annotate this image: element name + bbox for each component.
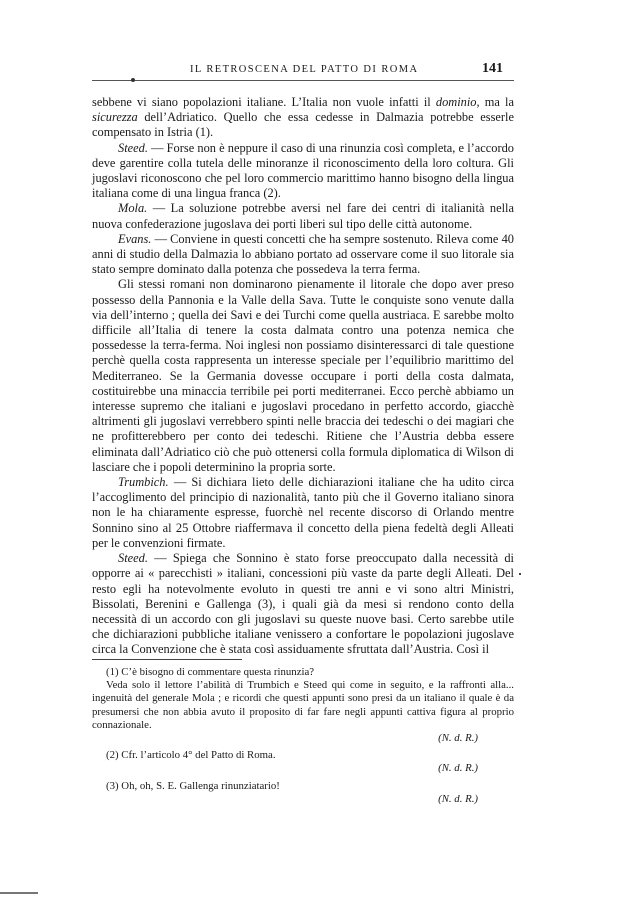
editor-signature: (N. d. R.)	[438, 732, 478, 745]
speaker-name: Steed.	[118, 140, 148, 155]
paragraph-evans: Evans. — Conviene in questi concetti che ha sempre sostenuto. Rileva come 40 anni di studio della Dalmazia lo abbiano portato ad osservare come il suo litorale sia stato sempre dominato dalla potenza che possedeva la terra ferma.	[92, 231, 514, 277]
speaker-name: Steed.	[118, 551, 148, 566]
editor-signature: (N. d. R.)	[438, 792, 478, 805]
footnote-rule	[92, 659, 242, 660]
footnote-3: (3) Oh, oh, S. E. Gallenga rinunziatario!	[106, 779, 280, 792]
paragraph-mola: Mola. — La soluzione potrebbe aversi nel fare dei centri di italianità nella nuova confederazione jugoslava dei porti liberi sul tipo delle città autonome.	[92, 201, 514, 231]
paragraph-steed: Steed. — Forse non è neppure il caso di una rinunzia così completa, e l’accordo deve garentire colla tutela delle minoranze il riconoscimento della loro coltura. Gli jugoslavi riconoscono che pel loro commercio marittimo hanno bisogno della lingua italiana come di una lingua franca (2).	[92, 140, 514, 201]
paragraph-steed: Steed. — Spiega che Sonnino è stato forse preoccupato dalla necessità di opporre ai « parecchisti » italiani, concessioni più vaste da parte degli Alleati. Del resto egli ha notevolmente evoluto in questi tre anni e vi sono altri Ministri, Bissolati, Berenini e Gallenga (3), i quali già da mesi si rendono conto della necessità di un accordo con gli jugoslavi su queste nuove basi. Certo sarebbe utile che dichiarazioni pubbliche italiane venissero a confortare le popolazioni jugoslave circa la Convenzione che è stata così assiduamente sfruttata dall’Austria. Così il	[92, 551, 515, 657]
paragraph: Gli stessi romani non dominarono pienamente il litorale che dopo aver preso possesso della Pannonia e la Valle della Sava. Tutte le conquiste sono venute dalla via dell’interno ; quella dei Savi e dei Turchi come quella austriaca. E sarebbe molto difficile all’Italia di tenere la costa dalmata contro una potenza nemica che possedesse la terra-ferma. Noi inglesi non possiamo disinteressarci di tale questione perchè quella costa rappresenta un interesse speciale per l’equilibrio marittimo del Mediterraneo. Se la Germania dovesse occupare i porti della costa dalmata, costituirebbe una minaccia terribile pei porti mediterranei. Ecco perchè abbiamo un interesse supremo che italiani e jugoslavi procedano in perfetto accordo, giacchè altrimenti gli jugoslavi verrebbero spinti nelle braccia dei tedeschi o dei magiari che ne profitterebbero per conto dei tedeschi. Ritiene che l’Austria debba essere eliminata dall’Adriatico ciò che può ottenersi colla formula diplomatica di Wilson di lasciare che i popoli determinino la propria sorte.	[92, 277, 514, 474]
footnotes	[92, 666, 514, 806]
editor-signature: (N. d. R.)	[438, 762, 478, 775]
speaker-name: Trumbich.	[118, 475, 169, 490]
running-title: IL RETROSCENA DEL PATTO DI ROMA	[190, 64, 419, 75]
header-ornament	[131, 78, 135, 82]
scan-edge-mark	[0, 892, 38, 894]
margin-mark	[519, 573, 521, 575]
footnote-1: (1) C’è bisogno di commentare questa rinunzia?	[106, 666, 315, 678]
speaker-name: Mola.	[118, 201, 148, 216]
main-text	[92, 95, 514, 658]
page-number: 141	[482, 61, 503, 76]
paragraph: sebbene vi siano popolazioni italiane. L’Italia non vuole infatti il dominio, ma la sicurezza dell’Adriatico. Quello che essa cedesse in Dalmazia potrebbe esserle compensato in Istria (1).	[92, 95, 514, 140]
speaker-name: Evans.	[118, 231, 152, 246]
footnote-1-body: Veda solo il lettore l’abilità di Trumbich e Steed qui come in seguito, e la raffronti alla... ingenuità del generale Mola ; e ricordi che questi appunti sono presi da un italiano il quale è da presumersi che non abbia avuto il proposito di far fare negli appunti cattiva figura al proprio connazionale.	[92, 679, 514, 731]
header-rule	[92, 80, 514, 81]
footnote-2: (2) Cfr. l’articolo 4° del Patto di Roma.	[106, 749, 276, 762]
paragraph-trumbich: Trumbich. — Si dichiara lieto delle dichiarazioni italiane che ha udito circa l’accoglimento del principio di nazionalità, tanto più che il Governo italiano sinora non le ha chiaramente espresse, fuorchè nel recente discorso di Orlando mentre Sonnino sino al 25 Ottobre riaffermava il concetto della piena fedeltà degli Alleati per le convenzioni firmate.	[92, 475, 514, 550]
